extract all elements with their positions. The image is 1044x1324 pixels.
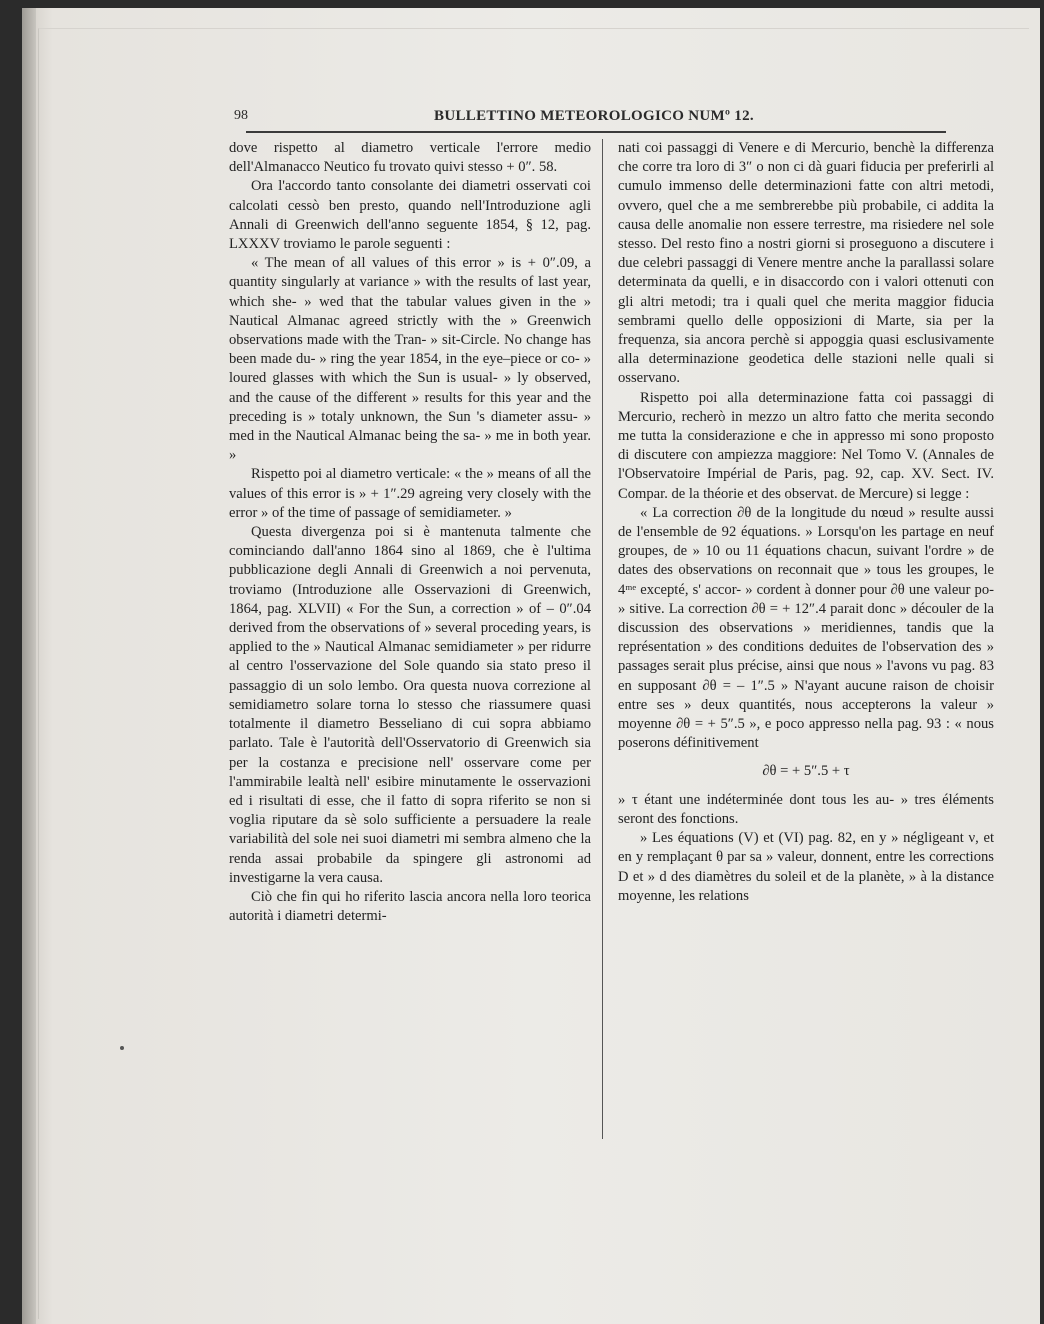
paragraph: Questa divergenza poi si è mantenuta talmente che cominciando dall'anno 1864 sino al 1869, che è l'ultima pubblicazione degli Annali di Greenwich a noi pervenuta, troviamo (Introduzione alle Osservazioni di Greenwich, 1864, pag. XLVII) « For the Sun, a correction » of – 0″.04 derived from the observations of » several proceding years, is applied to the » Nautical Almanac semidiameter » per ridurre al centro l'osservazione del Sole quando sia stato preso il passaggio di un solo lembo. Ora questa nuova correzione al semidiametro solare torna lo stesso che riassumere quasi totalmente il diametro Besseliano di cui sopra abbiamo parlato. Tale è l'autorità dell'Osservatorio di Greenwich sia per la costanza e precisione nell' osservare come per l'ammirabile lealtà nell' esibire minutamente le osservazioni ed i risultati di esse, che il fatto di sopra riferito se non si voglia riputare da sè solo sufficiente a persuadere la reale variabilità del sole nei suoi diametri mi sembra almeno che la renda assai probabile da spingere gli astronomi ad investigarne la vera causa. xyxy=(229,524,591,886)
page-header xyxy=(234,106,954,128)
running-title: BULLETTINO METEOROLOGICO NUMº 12. xyxy=(434,108,754,124)
paragraph: « La correction ∂θ de la longitude du nœud » resulte aussi de l'ensemble de 92 équations. » Lorsqu'on les partage en neuf groupes, de » 10 ou 11 équations chacun, suivant l'ordre » de dates des observations on reconnait que » tous les groupes, le 4ᵐᵉ excepté, s' accor- » cordent à donner pour ∂θ une valeur po- » sitive. La correction ∂θ = + 12″.4 parait donc » découler de la discussion des observations » meridiennes, tandis que la représentation » des conditions deduites de l'observation des » passages serait plus précise, ainsi que nous » l'avons vu pag. 83 en supposant ∂θ = – 1″.5 » N'ayant aucune raison de choisir entre ses » deux quantités, nous accepterons la valeur » moyenne ∂θ = + 5″.5 », e poco appresso nella pag. 93 : « nous poserons définitivement xyxy=(618,504,994,752)
right-column xyxy=(618,139,994,906)
paragraph: » τ étant une indéterminée dont tous les au- » tres éléments seront des fonctions. xyxy=(618,791,994,827)
paragraph: Rispetto poi alla determinazione fatta coi passaggi di Mercurio, recherò in mezzo un altro fatto che merita secondo me tutta la considerazione e che in appresso mi sono proposto di discutere con ampiezza maggiore: Nel Tomo V. (Annales de l'Observatoire Impérial de Paris, pag. 92, cap. XV. Sect. IV. Compar. de la théorie et des observat. de Mercure) si legge : xyxy=(618,389,994,502)
header-rule xyxy=(246,131,946,133)
paragraph: Ora l'accordo tanto consolante dei diametri osservati coi calcolati cessò ben presto, quando nell'Introduzione agli Annali di Greenwich dell'anno seguente 1854, § 12, pag. LXXXV troviamo le parole seguenti : xyxy=(229,178,591,253)
paragraph: nati coi passaggi di Venere e di Mercurio, benchè la differenza che corre tra loro di 3″ o non ci dà guari fiducia per preferirli al cumulo immenso delle determinazioni fatte con altri metodi, ovvero, quel che a me sembrerebbe più probabile, ci addita la causa delle anomalie non essere terrestre, ma risiedere nel sole stesso. Del resto fino a nostri giorni si proseguono a discutere i due celebri passaggi di Venere mentre anche la parallassi solare determinata da quelli, e in disaccordo con i valori ottenuti con gli altri metodi; tra i quali quel che merita maggior fiducia sembrami quello delle opposizioni di Marte, sia per la frequenza, sia ancora perchè si appoggia quasi esclusivamente alla determinazione geodetica delle stazioni nelle quali si osservano. xyxy=(618,140,994,387)
paragraph: dove rispetto al diametro verticale l'errore medio dell'Almanacco Neutico fu trovato quivi stesso + 0″. 58. xyxy=(229,140,591,176)
scanned-page xyxy=(22,8,1040,1324)
ink-spot xyxy=(120,1046,124,1050)
column-divider xyxy=(602,139,603,1139)
page-binding-edge xyxy=(22,8,36,1324)
paragraph: » Les équations (V) et (VI) pag. 82, en y » négligeant ν, et en y remplaçant θ par sa » valeur, donnent, entre les corrections D et » d des diamètres du soleil et de la planète, » à la distance moyenne, les relations xyxy=(618,830,994,904)
page-number: 98 xyxy=(234,108,248,123)
paragraph: Rispetto poi al diametro verticale: « the » means of all the values of this error is » + 1″.29 agreing very closely with the error » of the time of passage of semidiameter. » xyxy=(229,466,591,521)
formula: ∂θ = + 5″.5 + τ xyxy=(762,762,850,779)
paragraph: Ciò che fin qui ho riferito lascia ancora nella loro teorica autorità i diametri determi- xyxy=(229,888,591,925)
left-column xyxy=(229,139,591,926)
paragraph: « The mean of all values of this error » is + 0″.09, a quantity singularly at variance » with the results of last year, which she- » wed that the tabular values given in the » Nautical Almanac agreed strictly with the » Greenwich observations made with the Tran- » sit-Circle. No change has been made du- » ring the year 1854, in the eye–piece or co- » loured glasses with which the Sun is usual- » ly observed, and the cause of the different » results for this year and the preceding is » totaly unknown, the Sun 's diameter assu- » med in the Nautical Almanac being the sa- » me in both year. » xyxy=(229,255,591,464)
